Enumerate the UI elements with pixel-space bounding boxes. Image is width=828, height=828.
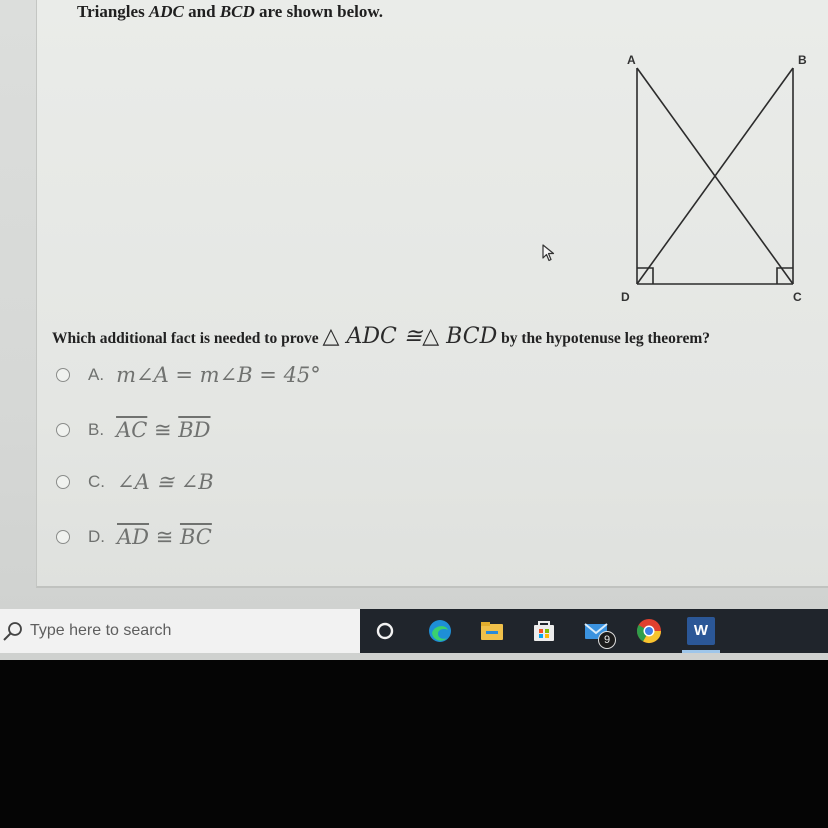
prompt-text: Which additional fact is needed to prove	[52, 330, 323, 347]
answer-option-b[interactable]	[56, 415, 211, 445]
prompt-congruence: △ ADC ≅△ BCD	[322, 324, 498, 349]
radio-button[interactable]	[56, 368, 70, 382]
option-letter: A.	[88, 365, 105, 384]
vertex-label-a: A	[627, 53, 636, 67]
mouse-cursor-icon	[542, 244, 556, 262]
segment-bd-label: $\overline{BD}$	[178, 418, 211, 442]
segment-ac-label: $\overline{AC}$	[116, 418, 148, 442]
intro-triangle-bcd: BCD	[219, 2, 255, 21]
radio-button[interactable]	[56, 423, 70, 437]
word-app-icon[interactable]	[687, 617, 715, 645]
question-card	[36, 0, 828, 588]
vertex-label-d: D	[621, 290, 630, 304]
segment-ad-label: $\overline{AD}$	[117, 525, 150, 549]
vertex-label-b: B	[798, 53, 807, 67]
chrome-browser-icon[interactable]	[635, 617, 663, 645]
answer-option-d[interactable]	[56, 522, 212, 552]
option-text	[116, 418, 210, 442]
windows-taskbar	[0, 609, 828, 653]
option-text: m∠A = m∠B = 45°	[116, 363, 321, 387]
question-prompt	[52, 324, 710, 349]
taskbar-search-box[interactable]	[0, 609, 360, 653]
radio-button[interactable]	[56, 475, 70, 489]
answer-option-a[interactable]	[56, 360, 321, 390]
mail-app-icon[interactable]	[582, 617, 610, 645]
intro-triangle-adc: ADC	[148, 2, 184, 21]
intro-text: and	[183, 2, 220, 21]
intro-text: Triangles	[77, 2, 149, 21]
answer-option-c[interactable]	[56, 467, 214, 497]
task-view-icon[interactable]	[371, 617, 399, 645]
congruent-symbol: ≅	[147, 418, 179, 442]
word-icon-letter: W	[693, 622, 709, 639]
option-letter: D.	[88, 527, 105, 546]
prompt-text: by the hypotenuse leg theorem?	[497, 330, 711, 347]
triangle-figure	[597, 48, 827, 313]
question-intro	[77, 2, 383, 22]
congruent-symbol: ≅	[149, 525, 180, 549]
active-app-indicator	[682, 650, 720, 653]
search-placeholder: Type here to search	[30, 622, 172, 639]
option-letter: C.	[88, 472, 105, 491]
option-text	[117, 525, 212, 549]
search-icon	[2, 620, 24, 642]
option-text: ∠A ≅ ∠B	[117, 470, 214, 494]
intro-text: are shown below.	[254, 2, 383, 21]
file-explorer-icon[interactable]	[478, 617, 506, 645]
option-letter: B.	[88, 420, 105, 439]
edge-browser-icon[interactable]	[426, 617, 454, 645]
radio-button[interactable]	[56, 530, 70, 544]
microsoft-store-icon[interactable]	[530, 617, 558, 645]
vertex-label-c: C	[793, 290, 802, 304]
segment-bc-label: $\overline{BC}$	[179, 525, 212, 549]
mail-notification-badge: 9	[598, 631, 616, 649]
